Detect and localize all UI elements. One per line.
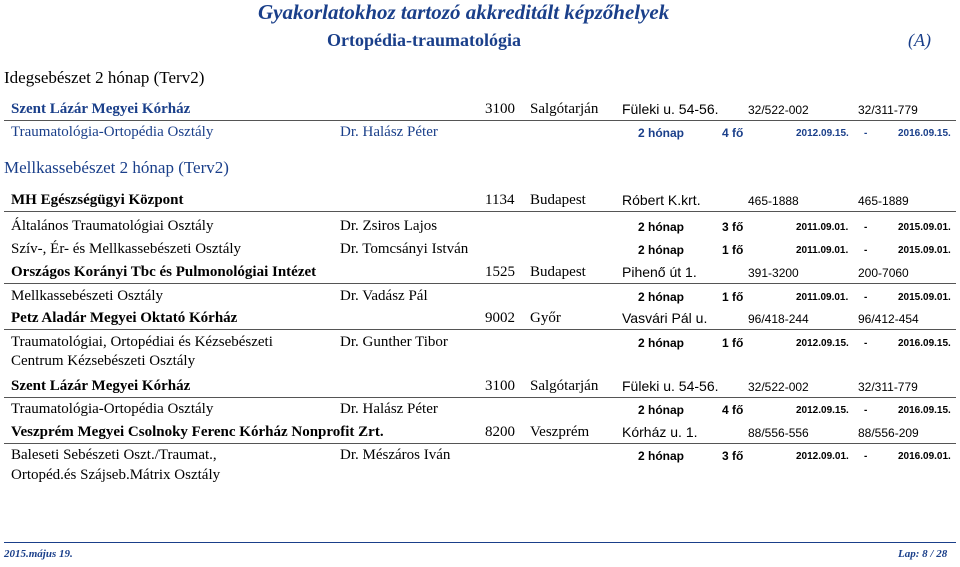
footer-date: 2015.május 19. [4,548,73,560]
institution-phone: 32/522-002 [748,380,809,394]
department-duration: 2 hónap [638,220,685,234]
department-head: Dr. Gunther Tibor [340,334,448,350]
department-name: Traumatológia-Ortopédia Osztály [11,401,214,417]
department-capacity: 4 fő [722,403,744,417]
institution-fax: 32/311-779 [858,380,918,394]
page-title: Gyakorlatokhoz tartozó akkreditált képzőhelyek [258,0,670,24]
institution-address: Róbert K.krt. [622,192,701,208]
section-title: Mellkassebészet 2 hónap (Terv2) [4,158,229,177]
date-separator: - [864,405,868,416]
institution-zip: 1134 [485,192,515,208]
institution-name: Szent Lázár Megyei Kórház [11,378,191,394]
divider [4,283,956,284]
department-date-from: 2012.09.15. [796,405,849,416]
institution-phone: 96/418-244 [748,312,809,326]
department-capacity: 1 fő [722,243,744,257]
department-date-from: 2011.09.01. [796,292,849,303]
department-name: Szív-, Ér- és Mellkassebészeti Osztály [11,241,242,257]
date-separator: - [864,451,868,462]
institution-city: Budapest [530,192,586,208]
institution-zip: 3100 [485,378,515,394]
institution-zip: 3100 [485,101,515,117]
date-separator: - [864,245,868,256]
footer-divider [4,542,956,543]
department-name: Mellkassebészeti Osztály [11,288,164,304]
page-subtitle: Ortopédia-traumatológia [327,30,521,50]
institution-city: Salgótarján [530,101,599,117]
department-date-from: 2011.09.01. [796,245,849,256]
date-separator: - [864,338,868,349]
institution-fax: 88/556-209 [858,426,919,440]
institution-name: Szent Lázár Megyei Kórház [11,101,191,117]
department-date-to: 2016.09.01. [898,451,951,462]
department-capacity: 3 fő [722,220,744,234]
department-head: Dr. Zsiros Lajos [340,218,438,234]
institution-fax: 96/412-454 [858,312,919,326]
institution-fax: 32/311-779 [858,103,918,117]
department-capacity: 1 fő [722,336,744,350]
department-name: Traumatológia-Ortopédia Osztály [11,124,214,140]
divider [4,120,956,121]
divider [4,329,956,330]
department-date-to: 2016.09.15. [898,128,951,139]
institution-name: Veszprém Megyei Csolnoky Ferenc Kórház Nonprofit Zrt. [11,424,384,440]
institution-city: Veszprém [530,424,590,440]
institution-name: MH Egészségügyi Központ [11,192,184,208]
department-date-from: 2012.09.15. [796,128,849,139]
department-name: Traumatológiai, Ortopédiai és Kézsebészeti [11,334,273,350]
institution-phone: 32/522-002 [748,103,809,117]
department-date-to: 2015.09.01. [898,222,951,233]
department-duration: 2 hónap [638,449,685,463]
department-capacity: 3 fő [722,449,744,463]
institution-phone: 88/556-556 [748,426,809,440]
date-separator: - [864,222,868,233]
department-name-continued: Centrum Kézsebészeti Osztály [11,353,196,369]
date-separator: - [864,292,868,303]
institution-city: Budapest [530,264,586,280]
department-head: Dr. Tomcsányi István [340,241,469,257]
department-head: Dr. Mészáros Iván [340,447,451,463]
institution-name: Országos Korányi Tbc és Pulmonológiai Intézet [11,264,317,280]
department-head: Dr. Vadász Pál [340,288,428,304]
department-date-to: 2016.09.15. [898,338,951,349]
department-head: Dr. Halász Péter [340,124,438,140]
department-capacity: 4 fő [722,126,744,140]
department-duration: 2 hónap [638,290,685,304]
department-date-to: 2015.09.01. [898,245,951,256]
institution-zip: 8200 [485,424,515,440]
institution-address: Kórház u. 1. [622,424,698,440]
institution-phone: 465-1888 [748,194,799,208]
institution-zip: 1525 [485,264,515,280]
section-title: Idegsebészet 2 hónap (Terv2) [4,68,205,87]
institution-fax: 465-1889 [858,194,909,208]
institution-city: Salgótarján [530,378,599,394]
institution-address: Füleki u. 54-56. [622,101,719,117]
department-date-from: 2012.09.15. [796,338,849,349]
institution-address: Vasvári Pál u. [622,310,708,326]
date-separator: - [864,128,868,139]
department-head: Dr. Halász Péter [340,401,438,417]
institution-fax: 200-7060 [858,266,909,280]
department-capacity: 1 fő [722,290,744,304]
department-duration: 2 hónap [638,243,685,257]
institution-address: Pihenő út 1. [622,264,697,280]
institution-zip: 9002 [485,310,515,326]
divider [4,397,956,398]
department-name: Általános Traumatológiai Osztály [11,218,214,234]
department-date-from: 2011.09.01. [796,222,849,233]
divider [4,211,956,212]
department-date-to: 2016.09.15. [898,405,951,416]
institution-phone: 391-3200 [748,266,799,280]
department-date-from: 2012.09.01. [796,451,849,462]
institution-city: Győr [530,310,561,326]
department-name-continued: Ortopéd.és Szájseb.Mátrix Osztály [11,467,221,483]
footer-page-number: Lap: 8 / 28 [898,548,948,560]
department-duration: 2 hónap [638,126,685,140]
department-name: Baleseti Sebészeti Oszt./Traumat., [11,447,217,463]
institution-name: Petz Aladár Megyei Oktató Kórház [11,310,238,326]
department-date-to: 2015.09.01. [898,292,951,303]
department-duration: 2 hónap [638,336,685,350]
institution-address: Füleki u. 54-56. [622,378,719,394]
department-duration: 2 hónap [638,403,685,417]
category-label: (A) [908,30,931,50]
divider [4,443,956,444]
